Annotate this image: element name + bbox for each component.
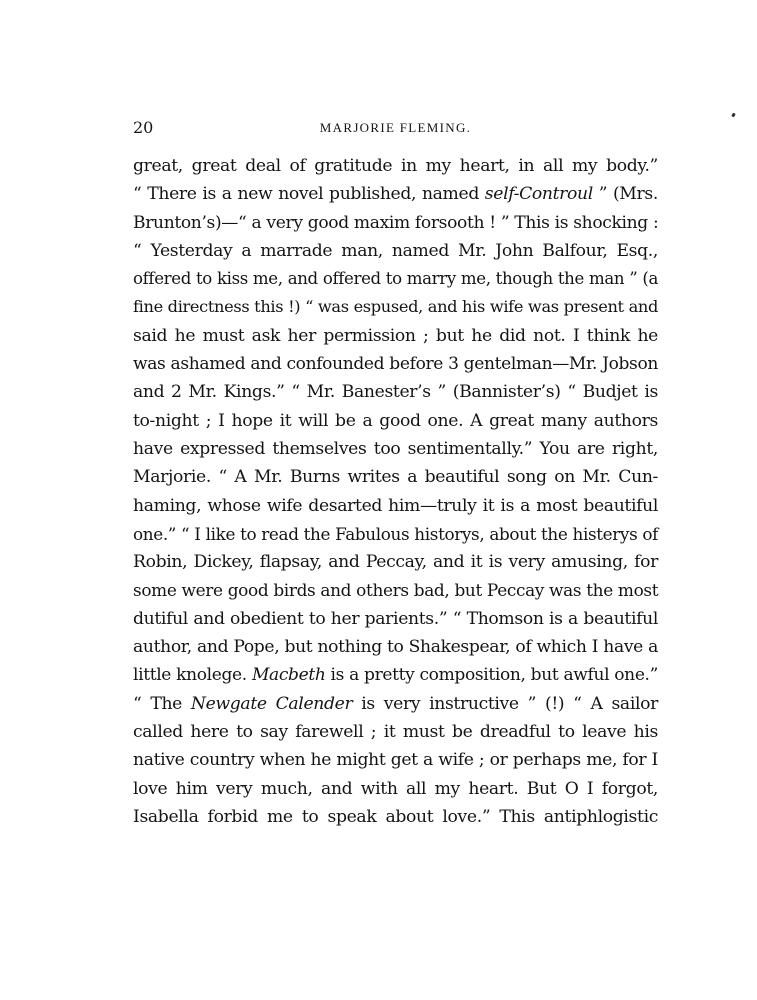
italic-text: Macbeth (251, 665, 326, 686)
text-line (133, 605, 658, 633)
page-number: 20 (133, 118, 154, 137)
text-segment: was ashamed and confounded before 3 gentelman—Mr. Jobson (133, 354, 658, 375)
text-segment: little knolege. (133, 665, 252, 686)
text-segment: some were good birds and others bad, but Peccay was the most (133, 580, 659, 601)
text-line (133, 435, 658, 463)
text-line (133, 378, 658, 406)
text-line (133, 492, 658, 520)
text-segment: “ Yesterday a marrade man, named Mr. John Balfour, Esq., (133, 240, 658, 261)
text-line (133, 576, 658, 604)
text-line (133, 548, 658, 576)
text-line (133, 350, 658, 378)
italic-text: Newgate Calender (190, 693, 353, 714)
text-line (133, 463, 658, 491)
text-segment: haming, whose wife desarted him—truly it is a most beautiful (133, 495, 658, 516)
text-segment: and 2 Mr. Kings.” “ Mr. Banester’s ” (Bannister’s) “ Budjet is (133, 382, 658, 403)
text-segment: one.” “ I like to read the Fabulous historys, about the histerys of (133, 523, 658, 544)
text-segment: to-night ; I hope it will be a good one. A great many authors (133, 410, 658, 431)
text-segment: Brunton’s)—“ a very good maxim forsooth ! ” This is shocking : (133, 212, 659, 233)
text-segment: Robin, Dickey, flapsay, and Peccay, and it is very amusing, for (133, 552, 658, 573)
text-segment: Marjorie. “ A Mr. Burns writes a beautiful song on Mr. Cun- (133, 467, 658, 488)
ink-speck (731, 113, 736, 118)
italic-text: self-Controul (484, 184, 593, 205)
text-line (133, 180, 658, 208)
text-line (133, 803, 658, 831)
text-segment: dutiful and obedient to her parients.” “ Thomson is a beautiful (133, 608, 658, 629)
text-segment: author, and Pope, but nothing to Shakespear, of which I have a (133, 637, 658, 658)
text-segment: is very instructive ” (!) “ A sailor (352, 693, 658, 714)
text-segment: ” (Mrs. (592, 184, 658, 205)
text-segment: love him very much, and with all my heart. But O I forgot, (133, 778, 658, 799)
text-line (133, 407, 658, 435)
body-text (133, 152, 658, 831)
text-line (133, 661, 658, 689)
text-line (133, 775, 658, 803)
text-line (133, 209, 658, 237)
text-line (133, 237, 658, 265)
text-segment: “ There is a new novel published, named (133, 184, 485, 205)
text-segment: Isabella forbid me to speak about love.” This antiphlogistic (133, 806, 658, 827)
text-line (133, 152, 658, 180)
text-segment: native country when he might get a wife ; or perhaps me, for I (133, 750, 658, 771)
text-line (133, 293, 658, 321)
text-line (133, 633, 658, 661)
text-segment: “ The (133, 693, 191, 714)
text-line (133, 322, 658, 350)
text-line (133, 746, 658, 774)
text-segment: called here to say farewell ; it must be dreadful to leave his (133, 721, 658, 742)
text-line (133, 690, 658, 718)
text-segment: offered to kiss me, and offered to marry me, though the man ” (a (133, 269, 658, 289)
text-line (133, 265, 658, 293)
running-head: MARJORIE FLEMING. (319, 120, 472, 135)
text-segment: fine directness this !) “ was espused, and his wife was present and (133, 297, 658, 317)
text-segment: have expressed themselves too sentimentally.” You are right, (133, 438, 658, 459)
text-segment: said he must ask her permission ; but he did not. I think he (133, 325, 658, 346)
page-header (133, 118, 658, 140)
text-segment: great, great deal of gratitude in my heart, in all my body.” (133, 156, 658, 176)
text-line (133, 718, 658, 746)
text-segment: is a pretty composition, but awful one.” (325, 665, 658, 686)
text-line (133, 520, 658, 548)
